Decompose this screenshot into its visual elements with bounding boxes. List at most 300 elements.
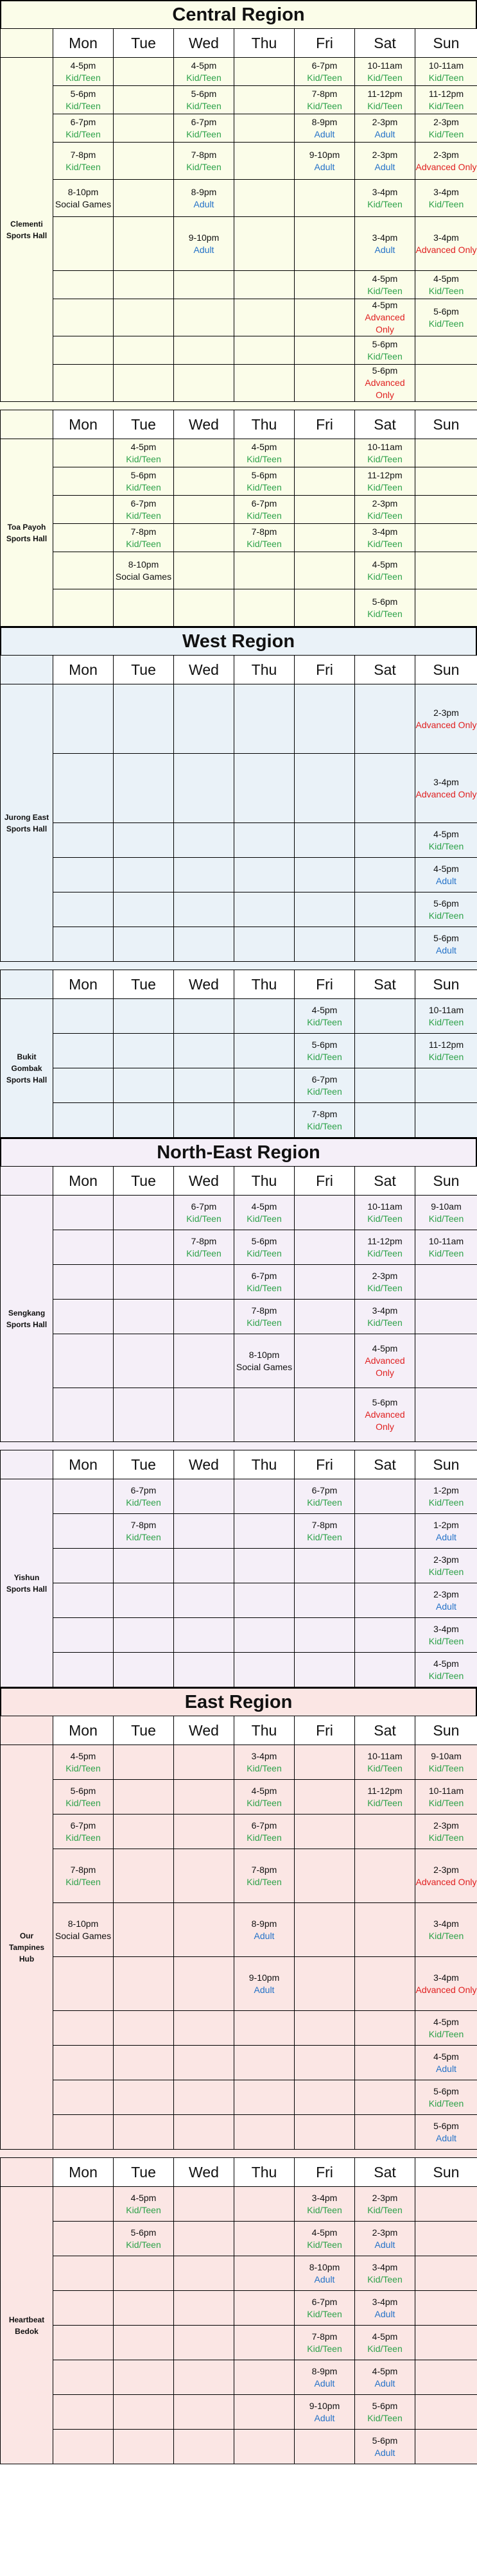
slot-cell — [53, 58, 114, 86]
slot-cell — [234, 496, 295, 524]
slot-cell — [53, 858, 114, 892]
slot-cell — [234, 2115, 295, 2150]
slot-cell — [53, 439, 114, 467]
table-row — [1, 754, 477, 823]
day-header-sun: Sun — [415, 1167, 477, 1196]
slot-cell — [355, 2256, 415, 2291]
table-row — [1, 684, 477, 754]
slot-cell — [415, 1514, 477, 1549]
slot-cell — [415, 2326, 477, 2360]
slot-cell — [114, 1745, 174, 1780]
slot-time: 9-10pm — [309, 149, 340, 160]
day-header-sun: Sun — [415, 656, 477, 684]
slot-time: 5-6pm — [433, 898, 459, 909]
slot-time: 5-6pm — [433, 306, 459, 317]
class-slot — [174, 60, 234, 84]
day-header-row — [1, 1167, 477, 1196]
slot-level: Advanced Only — [415, 788, 477, 799]
class-slot — [53, 1918, 113, 1942]
slot-cell — [415, 86, 477, 114]
table-row — [1, 1334, 477, 1388]
slot-cell — [355, 1334, 415, 1388]
day-header-sat: Sat — [355, 970, 415, 999]
slot-time: 5-6pm — [191, 88, 217, 99]
slot-cell — [295, 1815, 355, 1849]
slot-time: 4-5pm — [251, 1785, 277, 1796]
venue-schedule-table — [0, 1450, 477, 1687]
slot-time: 4-5pm — [372, 1343, 398, 1353]
slot-time: 2-3pm — [433, 1554, 459, 1565]
slot-cell — [114, 1300, 174, 1334]
slot-time: 2-3pm — [372, 2192, 398, 2203]
slot-cell — [355, 299, 415, 336]
table-row — [1, 1265, 477, 1300]
slot-cell — [355, 58, 415, 86]
slot-cell — [355, 2360, 415, 2395]
slot-time: 6-7pm — [130, 498, 157, 509]
class-slot — [234, 1750, 294, 1775]
slot-cell — [174, 2291, 234, 2326]
slot-cell — [114, 1780, 174, 1815]
class-slot — [355, 2435, 415, 2459]
day-header-tue: Tue — [114, 1450, 174, 1479]
slot-cell — [234, 684, 295, 754]
slot-cell — [53, 1903, 114, 1957]
slot-level: Kid/Teen — [428, 1566, 464, 1577]
slot-level: Kid/Teen — [428, 1016, 464, 1027]
slot-cell — [234, 2080, 295, 2115]
venue-name: Our Tampines Hub — [1, 1745, 53, 2150]
slot-level: Social Games — [55, 1930, 112, 1941]
slot-level: Kid/Teen — [428, 840, 464, 851]
class-slot — [295, 2400, 354, 2424]
class-slot — [415, 776, 477, 801]
slot-cell — [114, 754, 174, 823]
slot-level: Kid/Teen — [186, 161, 221, 172]
slot-cell — [415, 365, 477, 402]
day-header-mon: Mon — [53, 656, 114, 684]
slot-cell — [295, 1653, 355, 1687]
header-corner — [1, 1450, 53, 1479]
slot-cell — [114, 1618, 174, 1653]
slot-level: Kid/Teen — [247, 1282, 282, 1293]
class-slot — [234, 526, 294, 550]
class-slot — [114, 498, 173, 522]
slot-cell — [295, 2080, 355, 2115]
class-slot — [295, 2261, 354, 2286]
slot-time: 4-5pm — [130, 2192, 157, 2203]
slot-cell — [234, 439, 295, 467]
slot-level: Adult — [314, 2274, 335, 2284]
slot-cell — [53, 999, 114, 1034]
table-row — [1, 180, 477, 217]
slot-cell — [355, 365, 415, 402]
day-header-fri: Fri — [295, 1167, 355, 1196]
slot-time: 5-6pm — [251, 1235, 277, 1246]
table-row — [1, 271, 477, 299]
slot-cell — [415, 271, 477, 299]
slot-time: 11-12pm — [367, 1785, 403, 1796]
slot-cell — [114, 858, 174, 892]
slot-level: Kid/Teen — [126, 453, 161, 464]
slot-cell — [355, 180, 415, 217]
slot-cell — [174, 2430, 234, 2464]
class-slot — [174, 186, 234, 211]
venue-schedule-table — [0, 1166, 477, 1442]
class-slot — [234, 1864, 294, 1888]
slot-cell — [53, 86, 114, 114]
slot-cell — [355, 1300, 415, 1334]
slot-cell — [355, 217, 415, 271]
class-slot — [355, 2192, 415, 2216]
slot-cell — [295, 1388, 355, 1442]
day-header-row — [1, 2158, 477, 2187]
slot-cell — [355, 1068, 415, 1103]
slot-cell — [295, 1068, 355, 1103]
class-slot — [295, 149, 354, 173]
slot-cell — [355, 2395, 415, 2430]
slot-time: 5-6pm — [372, 596, 398, 607]
slot-cell — [415, 217, 477, 271]
slot-cell — [53, 927, 114, 962]
slot-cell — [234, 1103, 295, 1138]
slot-time: 8-9pm — [311, 116, 338, 127]
slot-cell — [53, 1618, 114, 1653]
slot-cell — [234, 114, 295, 143]
slot-cell — [415, 1265, 477, 1300]
slot-cell — [355, 1583, 415, 1618]
slot-cell — [234, 217, 295, 271]
slot-time: 8-10pm — [128, 559, 159, 570]
slot-level: Kid/Teen — [367, 72, 403, 83]
slot-cell — [355, 1549, 415, 1583]
slot-time: 3-4pm — [433, 1623, 459, 1634]
slot-level: Kid/Teen — [307, 2343, 342, 2354]
slot-time: 3-4pm — [433, 232, 459, 243]
slot-cell — [234, 2011, 295, 2046]
slot-time: 4-5pm — [311, 1004, 338, 1015]
slot-level: Kid/Teen — [65, 128, 101, 139]
day-header-mon: Mon — [53, 410, 114, 439]
slot-level: Adult — [436, 944, 456, 955]
header-corner — [1, 656, 53, 684]
class-slot — [234, 1820, 294, 1844]
venue-schedule-table — [0, 1716, 477, 2150]
slot-level: Kid/Teen — [126, 1531, 161, 1542]
slot-cell — [355, 1849, 415, 1903]
slot-cell — [355, 2080, 415, 2115]
slot-time: 7-8pm — [311, 88, 338, 99]
slot-cell — [355, 1653, 415, 1687]
slot-cell — [114, 2291, 174, 2326]
slot-cell — [415, 496, 477, 524]
slot-level: Adult — [436, 1601, 456, 1612]
class-slot — [355, 2400, 415, 2424]
slot-cell — [355, 2187, 415, 2222]
class-slot — [53, 88, 113, 112]
slot-cell — [114, 439, 174, 467]
slot-cell — [174, 86, 234, 114]
slot-cell — [53, 589, 114, 627]
slot-cell — [53, 1583, 114, 1618]
slot-level: Kid/Teen — [307, 1016, 342, 1027]
slot-level: Kid/Teen — [126, 2204, 161, 2215]
slot-cell — [355, 927, 415, 962]
slot-cell — [295, 524, 355, 552]
slot-cell — [234, 1514, 295, 1549]
slot-cell — [234, 2256, 295, 2291]
slot-time: 4-5pm — [70, 60, 96, 71]
slot-cell — [355, 684, 415, 754]
class-slot — [114, 2227, 173, 2251]
slot-cell — [234, 1745, 295, 1780]
table-row — [1, 496, 477, 524]
slot-cell — [234, 754, 295, 823]
slot-cell — [415, 58, 477, 86]
slot-cell — [114, 684, 174, 754]
slot-level: Kid/Teen — [428, 1930, 464, 1941]
header-corner — [1, 2158, 53, 2187]
slot-time: 4-5pm — [433, 828, 459, 839]
slot-cell — [415, 2360, 477, 2395]
slot-cell — [114, 892, 174, 927]
slot-time: 5-6pm — [372, 365, 398, 376]
class-slot — [234, 469, 294, 494]
slot-cell — [415, 336, 477, 365]
slot-cell — [415, 1549, 477, 1583]
slot-cell — [53, 1300, 114, 1334]
slot-time: 5-6pm — [433, 2085, 459, 2096]
slot-level: Kid/Teen — [428, 1797, 464, 1808]
slot-cell — [53, 1034, 114, 1068]
slot-time: 4-5pm — [372, 2365, 398, 2376]
class-slot — [415, 1972, 477, 1996]
class-slot — [234, 1918, 294, 1942]
slot-time: 2-3pm — [433, 116, 459, 127]
day-header-tue: Tue — [114, 29, 174, 58]
class-slot — [355, 232, 415, 256]
slot-time: 8-9pm — [311, 2365, 338, 2376]
slot-cell — [53, 754, 114, 823]
slot-cell — [174, 2326, 234, 2360]
slot-cell — [114, 2187, 174, 2222]
slot-time: 5-6pm — [372, 2435, 398, 2446]
slot-cell — [234, 823, 295, 858]
slot-level: Adult — [374, 2447, 395, 2458]
slot-cell — [295, 336, 355, 365]
slot-cell — [415, 999, 477, 1034]
slot-cell — [295, 1618, 355, 1653]
class-slot — [234, 1201, 294, 1225]
slot-time: 11-12pm — [367, 1235, 403, 1246]
slot-cell — [114, 1653, 174, 1687]
slot-cell — [234, 1196, 295, 1230]
slot-time: 6-7pm — [251, 1270, 277, 1281]
slot-time: 4-5pm — [433, 863, 459, 874]
slot-cell — [295, 858, 355, 892]
slot-cell — [174, 1618, 234, 1653]
class-slot — [53, 60, 113, 84]
table-row — [1, 927, 477, 962]
slot-cell — [114, 365, 174, 402]
slot-cell — [295, 496, 355, 524]
class-slot — [114, 1519, 173, 1544]
slot-level: Adult — [374, 161, 395, 172]
slot-level: Adult — [374, 244, 395, 255]
slot-cell — [174, 2115, 234, 2150]
class-slot — [234, 1972, 294, 1996]
class-slot — [355, 1343, 415, 1379]
class-slot — [174, 149, 234, 173]
slot-level: Kid/Teen — [428, 1213, 464, 1224]
slot-cell — [174, 2222, 234, 2256]
slot-cell — [114, 999, 174, 1034]
slot-cell — [114, 2256, 174, 2291]
venue-spacer — [0, 402, 477, 410]
slot-cell — [114, 1230, 174, 1265]
slot-cell — [114, 1514, 174, 1549]
slot-cell — [295, 1957, 355, 2011]
slot-cell — [415, 1849, 477, 1903]
slot-level: Adult — [254, 1930, 275, 1941]
class-slot — [295, 116, 354, 141]
day-header-fri: Fri — [295, 2158, 355, 2187]
slot-cell — [415, 524, 477, 552]
slot-time: 11-12pm — [367, 88, 403, 99]
region-title: Central Region — [0, 0, 477, 28]
slot-cell — [53, 1388, 114, 1442]
class-slot — [415, 306, 477, 330]
slot-cell — [174, 2395, 234, 2430]
class-slot — [415, 2120, 477, 2145]
slot-time: 10-11am — [367, 441, 403, 452]
slot-time: 11-12pm — [367, 469, 403, 480]
slot-level: Kid/Teen — [247, 482, 282, 492]
slot-cell — [415, 552, 477, 589]
slot-cell — [415, 1957, 477, 2011]
slot-level: Kid/Teen — [428, 285, 464, 296]
slot-cell — [415, 1780, 477, 1815]
day-header-wed: Wed — [174, 1716, 234, 1745]
slot-time: 7-8pm — [191, 149, 217, 160]
slot-time: 6-7pm — [130, 1484, 157, 1495]
slot-level: Kid/Teen — [186, 72, 221, 83]
table-row — [1, 1068, 477, 1103]
class-slot — [53, 149, 113, 173]
slot-time: 4-5pm — [251, 441, 277, 452]
slot-cell — [295, 1479, 355, 1514]
slot-cell — [355, 1745, 415, 1780]
slot-cell — [174, 1334, 234, 1388]
table-row — [1, 114, 477, 143]
venue-name: Bukit Gombak Sports Hall — [1, 999, 53, 1138]
slot-time: 3-4pm — [372, 526, 398, 537]
class-slot — [295, 1108, 354, 1133]
day-header-sun: Sun — [415, 410, 477, 439]
slot-level: Kid/Teen — [247, 1797, 282, 1808]
day-header-tue: Tue — [114, 1716, 174, 1745]
slot-cell — [114, 496, 174, 524]
slot-time: 1-2pm — [433, 1519, 459, 1530]
slot-cell — [295, 1583, 355, 1618]
slot-time: 11-12pm — [428, 88, 464, 99]
table-row — [1, 892, 477, 927]
slot-level: Kid/Teen — [247, 1832, 282, 1843]
slot-level: Kid/Teen — [428, 1051, 464, 1062]
slot-cell — [234, 86, 295, 114]
slot-cell — [295, 823, 355, 858]
day-header-thu: Thu — [234, 656, 295, 684]
slot-cell — [355, 114, 415, 143]
slot-cell — [234, 1265, 295, 1300]
class-slot — [355, 596, 415, 620]
slot-time: 6-7pm — [311, 1484, 338, 1495]
slot-cell — [234, 2222, 295, 2256]
slot-level: Kid/Teen — [307, 72, 342, 83]
slot-cell — [53, 892, 114, 927]
slot-cell — [53, 823, 114, 858]
slot-cell — [114, 1583, 174, 1618]
slot-level: Kid/Teen — [126, 510, 161, 521]
slot-cell — [234, 467, 295, 496]
table-row — [1, 2430, 477, 2464]
slot-time: 6-7pm — [251, 1820, 277, 1831]
class-slot — [295, 1004, 354, 1029]
slot-cell — [53, 552, 114, 589]
slot-cell — [295, 2291, 355, 2326]
slot-cell — [355, 1388, 415, 1442]
slot-level: Social Games — [115, 571, 172, 582]
slot-cell — [114, 2326, 174, 2360]
class-slot — [415, 707, 477, 731]
class-slot — [415, 1004, 477, 1029]
slot-cell — [415, 2187, 477, 2222]
venue-name: Heartbeat Bedok — [1, 2187, 53, 2464]
slot-cell — [295, 1549, 355, 1583]
slot-level: Kid/Teen — [428, 318, 464, 329]
slot-cell — [295, 271, 355, 299]
slot-cell — [53, 2222, 114, 2256]
class-slot — [174, 1201, 234, 1225]
slot-cell — [53, 1334, 114, 1388]
slot-cell — [355, 86, 415, 114]
slot-cell — [53, 1780, 114, 1815]
class-slot — [415, 88, 477, 112]
slot-cell — [53, 1745, 114, 1780]
class-slot — [355, 526, 415, 550]
class-slot — [355, 149, 415, 173]
slot-time: 5-6pm — [311, 1039, 338, 1050]
slot-cell — [415, 892, 477, 927]
class-slot — [174, 116, 234, 141]
slot-cell — [355, 467, 415, 496]
slot-cell — [415, 1034, 477, 1068]
slot-time: 9-10pm — [309, 2400, 340, 2411]
slot-cell — [295, 2187, 355, 2222]
slot-level: Kid/Teen — [367, 2343, 403, 2354]
slot-cell — [295, 299, 355, 336]
slot-level: Advanced Only — [365, 378, 405, 400]
slot-level: Kid/Teen — [428, 72, 464, 83]
slot-time: 5-6pm — [372, 338, 398, 349]
slot-time: 10-11am — [367, 1750, 403, 1761]
slot-cell — [355, 1618, 415, 1653]
slot-cell — [355, 1103, 415, 1138]
slot-time: 4-5pm — [70, 1750, 96, 1761]
class-slot — [355, 2296, 415, 2320]
slot-time: 3-4pm — [372, 232, 398, 243]
slot-cell — [355, 439, 415, 467]
